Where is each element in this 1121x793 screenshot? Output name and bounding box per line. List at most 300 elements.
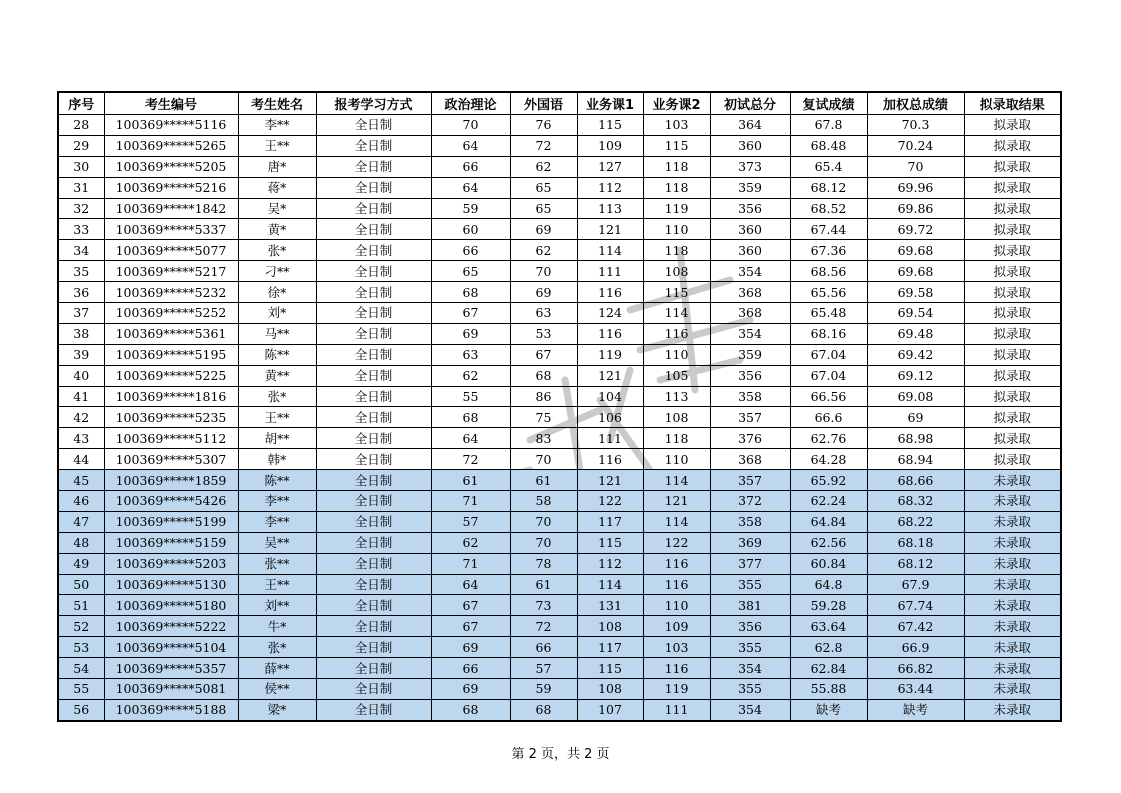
table-row <box>58 156 1061 177</box>
table-cell: 100369*****5104 <box>104 637 238 658</box>
table-cell: 57 <box>431 511 510 532</box>
table-cell: 68 <box>431 407 510 428</box>
table-cell: 全日制 <box>316 240 431 261</box>
table-cell: 100369*****5252 <box>104 303 238 324</box>
table-row <box>58 699 1061 720</box>
table-cell: 70.24 <box>867 135 964 156</box>
table-cell: 59 <box>510 679 577 700</box>
table-cell: 116 <box>577 323 643 344</box>
table-row <box>58 303 1061 324</box>
table-cell: 100369*****5205 <box>104 156 238 177</box>
table-cell: 117 <box>577 637 643 658</box>
table-cell: 70 <box>431 115 510 136</box>
table-cell: 全日制 <box>316 470 431 491</box>
table-cell: 70 <box>510 449 577 470</box>
table-cell: 355 <box>710 637 790 658</box>
table-cell: 陈** <box>238 344 316 365</box>
table-header-row <box>58 92 1061 115</box>
table-cell: 59.28 <box>790 595 867 616</box>
table-cell: 蒋* <box>238 177 316 198</box>
table-cell: 368 <box>710 282 790 303</box>
table-cell: 369 <box>710 532 790 553</box>
table-cell: 360 <box>710 219 790 240</box>
table-cell: 100369*****5307 <box>104 449 238 470</box>
table-cell: 刘* <box>238 303 316 324</box>
column-header: 报考学习方式 <box>316 92 431 115</box>
table-cell: 牛* <box>238 616 316 637</box>
table-cell: 未录取 <box>964 637 1061 658</box>
table-cell: 68.16 <box>790 323 867 344</box>
table-cell: 未录取 <box>964 511 1061 532</box>
table-cell: 黄** <box>238 365 316 386</box>
table-cell: 缺考 <box>867 699 964 720</box>
column-header: 考生姓名 <box>238 92 316 115</box>
column-header: 业务课1 <box>577 92 643 115</box>
table-cell: 43 <box>58 428 104 449</box>
table-cell: 28 <box>58 115 104 136</box>
table-cell: 78 <box>510 553 577 574</box>
table-cell: 44 <box>58 449 104 470</box>
table-row <box>58 679 1061 700</box>
table-cell: 100369*****1859 <box>104 470 238 491</box>
table-cell: 36 <box>58 282 104 303</box>
table-cell: 66 <box>431 240 510 261</box>
column-header: 拟录取结果 <box>964 92 1061 115</box>
table-cell: 54 <box>58 658 104 679</box>
table-row <box>58 177 1061 198</box>
table-cell: 107 <box>577 699 643 720</box>
table-cell: 116 <box>643 323 710 344</box>
table-cell: 116 <box>643 553 710 574</box>
table-row <box>58 511 1061 532</box>
column-header: 考生编号 <box>104 92 238 115</box>
table-cell: 100369*****5265 <box>104 135 238 156</box>
table-cell: 103 <box>643 637 710 658</box>
table-cell: 69.72 <box>867 219 964 240</box>
table-cell: 377 <box>710 553 790 574</box>
table-cell: 100369*****5159 <box>104 532 238 553</box>
table-cell: 65.4 <box>790 156 867 177</box>
table-cell: 65.48 <box>790 303 867 324</box>
table-cell: 吴** <box>238 532 316 553</box>
table-cell: 全日制 <box>316 365 431 386</box>
table-cell: 62.56 <box>790 532 867 553</box>
table-cell: 张* <box>238 386 316 407</box>
table-cell: 全日制 <box>316 156 431 177</box>
table-cell: 拟录取 <box>964 156 1061 177</box>
table-cell: 全日制 <box>316 679 431 700</box>
table-cell: 131 <box>577 595 643 616</box>
table-cell: 104 <box>577 386 643 407</box>
table-cell: 68.48 <box>790 135 867 156</box>
table-cell: 张* <box>238 637 316 658</box>
table-row <box>58 282 1061 303</box>
table-row <box>58 532 1061 553</box>
table-cell: 61 <box>510 470 577 491</box>
table-cell: 373 <box>710 156 790 177</box>
table-cell: 49 <box>58 553 104 574</box>
table-cell: 119 <box>643 198 710 219</box>
table-cell: 110 <box>643 219 710 240</box>
table-cell: 68 <box>510 365 577 386</box>
table-cell: 354 <box>710 699 790 720</box>
table-cell: 拟录取 <box>964 365 1061 386</box>
table-cell: 356 <box>710 616 790 637</box>
table-cell: 360 <box>710 135 790 156</box>
table-cell: 108 <box>577 679 643 700</box>
table-cell: 122 <box>643 532 710 553</box>
table-cell: 拟录取 <box>964 303 1061 324</box>
table-row <box>58 658 1061 679</box>
table-row <box>58 386 1061 407</box>
table-cell: 100369*****5337 <box>104 219 238 240</box>
table-cell: 118 <box>643 177 710 198</box>
table-cell: 王** <box>238 135 316 156</box>
table-cell: 全日制 <box>316 428 431 449</box>
table-cell: 75 <box>510 407 577 428</box>
table-row <box>58 491 1061 512</box>
table-cell: 109 <box>643 616 710 637</box>
table-cell: 115 <box>577 658 643 679</box>
table-cell: 65.56 <box>790 282 867 303</box>
column-header: 外国语 <box>510 92 577 115</box>
table-cell: 拟录取 <box>964 198 1061 219</box>
table-cell: 124 <box>577 303 643 324</box>
table-cell: 45 <box>58 470 104 491</box>
table-cell: 100369*****5112 <box>104 428 238 449</box>
table-cell: 62 <box>510 240 577 261</box>
table-row <box>58 323 1061 344</box>
table-row <box>58 428 1061 449</box>
table-row <box>58 407 1061 428</box>
table-cell: 100369*****1816 <box>104 386 238 407</box>
table-cell: 69 <box>510 282 577 303</box>
table-cell: 359 <box>710 344 790 365</box>
table-cell: 100369*****5203 <box>104 553 238 574</box>
table-cell: 100369*****5235 <box>104 407 238 428</box>
table-cell: 64.84 <box>790 511 867 532</box>
table-cell: 114 <box>577 574 643 595</box>
table-cell: 66.56 <box>790 386 867 407</box>
table-cell: 68.12 <box>867 553 964 574</box>
table-cell: 112 <box>577 177 643 198</box>
table-cell: 30 <box>58 156 104 177</box>
table-cell: 全日制 <box>316 553 431 574</box>
table-row <box>58 470 1061 491</box>
table-cell: 71 <box>431 491 510 512</box>
table-cell: 73 <box>510 595 577 616</box>
table-cell: 368 <box>710 449 790 470</box>
table-cell: 116 <box>577 282 643 303</box>
table-cell: 李** <box>238 491 316 512</box>
table-cell: 117 <box>577 511 643 532</box>
table-cell: 63 <box>510 303 577 324</box>
table-cell: 全日制 <box>316 658 431 679</box>
table-cell: 67.74 <box>867 595 964 616</box>
table-cell: 全日制 <box>316 177 431 198</box>
table-cell: 100369*****5361 <box>104 323 238 344</box>
table-cell: 薛** <box>238 658 316 679</box>
table-cell: 未录取 <box>964 616 1061 637</box>
table-cell: 吴* <box>238 198 316 219</box>
table-cell: 69.58 <box>867 282 964 303</box>
table-cell: 胡** <box>238 428 316 449</box>
admission-results-table <box>57 91 1062 722</box>
page-footer: 第 2 页，共 2 页 <box>511 747 610 762</box>
table-cell: 71 <box>431 553 510 574</box>
table-cell: 52 <box>58 616 104 637</box>
table-cell: 116 <box>643 574 710 595</box>
table-cell: 王** <box>238 407 316 428</box>
table-cell: 67.44 <box>790 219 867 240</box>
table-cell: 127 <box>577 156 643 177</box>
table-cell: 76 <box>510 115 577 136</box>
table-cell: 拟录取 <box>964 386 1061 407</box>
table-cell: 67 <box>431 616 510 637</box>
table-cell: 100369*****5180 <box>104 595 238 616</box>
table-cell: 68.32 <box>867 491 964 512</box>
table-cell: 68 <box>510 699 577 720</box>
table-cell: 121 <box>577 470 643 491</box>
table-cell: 侯** <box>238 679 316 700</box>
table-cell: 61 <box>431 470 510 491</box>
table-cell: 60.84 <box>790 553 867 574</box>
table-cell: 69 <box>431 679 510 700</box>
table-cell: 64 <box>431 135 510 156</box>
table-cell: 39 <box>58 344 104 365</box>
table-cell: 100369*****5357 <box>104 658 238 679</box>
table-cell: 67 <box>510 344 577 365</box>
table-cell: 356 <box>710 365 790 386</box>
table-cell: 69.54 <box>867 303 964 324</box>
table-cell: 梁* <box>238 699 316 720</box>
table-row <box>58 553 1061 574</box>
table-cell: 50 <box>58 574 104 595</box>
table-cell: 徐* <box>238 282 316 303</box>
table-cell: 拟录取 <box>964 407 1061 428</box>
table-cell: 122 <box>577 491 643 512</box>
table-cell: 31 <box>58 177 104 198</box>
table-cell: 65 <box>510 177 577 198</box>
table-cell: 357 <box>710 470 790 491</box>
column-header: 初试总分 <box>710 92 790 115</box>
table-cell: 62.8 <box>790 637 867 658</box>
table-cell: 368 <box>710 303 790 324</box>
table-cell: 119 <box>643 679 710 700</box>
table-cell: 全日制 <box>316 532 431 553</box>
table-cell: 118 <box>643 428 710 449</box>
table-cell: 47 <box>58 511 104 532</box>
table-cell: 全日制 <box>316 115 431 136</box>
table-cell: 拟录取 <box>964 240 1061 261</box>
table-cell: 67.8 <box>790 115 867 136</box>
table-cell: 67.04 <box>790 365 867 386</box>
table-cell: 72 <box>510 135 577 156</box>
table-cell: 57 <box>510 658 577 679</box>
table-row <box>58 344 1061 365</box>
table-cell: 41 <box>58 386 104 407</box>
table-cell: 69.48 <box>867 323 964 344</box>
table-row <box>58 449 1061 470</box>
table-cell: 65 <box>431 261 510 282</box>
table-cell: 355 <box>710 679 790 700</box>
table-cell: 69.08 <box>867 386 964 407</box>
table-cell: 拟录取 <box>964 135 1061 156</box>
table-cell: 67.9 <box>867 574 964 595</box>
table-cell: 111 <box>643 699 710 720</box>
table-cell: 100369*****5426 <box>104 491 238 512</box>
table-cell: 376 <box>710 428 790 449</box>
table-cell: 67.04 <box>790 344 867 365</box>
table-cell: 唐* <box>238 156 316 177</box>
table-cell: 358 <box>710 386 790 407</box>
table-cell: 115 <box>643 282 710 303</box>
table-cell: 37 <box>58 303 104 324</box>
table-row <box>58 198 1061 219</box>
table-cell: 拟录取 <box>964 115 1061 136</box>
table-cell: 53 <box>58 637 104 658</box>
table-cell: 100369*****5195 <box>104 344 238 365</box>
table-cell: 372 <box>710 491 790 512</box>
column-header: 加权总成绩 <box>867 92 964 115</box>
table-cell: 63 <box>431 344 510 365</box>
table-cell: 68.56 <box>790 261 867 282</box>
table-cell: 69 <box>431 323 510 344</box>
table-cell: 全日制 <box>316 303 431 324</box>
table-cell: 113 <box>577 198 643 219</box>
table-cell: 62 <box>431 532 510 553</box>
table-cell: 58 <box>510 491 577 512</box>
table-cell: 全日制 <box>316 511 431 532</box>
table-cell: 106 <box>577 407 643 428</box>
table-cell: 55 <box>58 679 104 700</box>
table-cell: 全日制 <box>316 282 431 303</box>
table-cell: 全日制 <box>316 198 431 219</box>
table-cell: 全日制 <box>316 261 431 282</box>
table-cell: 105 <box>643 365 710 386</box>
table-cell: 66.9 <box>867 637 964 658</box>
table-cell: 100369*****5225 <box>104 365 238 386</box>
table-cell: 全日制 <box>316 407 431 428</box>
table-cell: 100369*****5232 <box>104 282 238 303</box>
table-cell: 33 <box>58 219 104 240</box>
table-cell: 83 <box>510 428 577 449</box>
table-cell: 67 <box>431 303 510 324</box>
table-row <box>58 240 1061 261</box>
table-cell: 未录取 <box>964 470 1061 491</box>
table-cell: 38 <box>58 323 104 344</box>
table-cell: 拟录取 <box>964 344 1061 365</box>
table-cell: 68.18 <box>867 532 964 553</box>
table-cell: 69 <box>510 219 577 240</box>
table-row <box>58 574 1061 595</box>
table-cell: 69.68 <box>867 261 964 282</box>
table-cell: 未录取 <box>964 595 1061 616</box>
table-cell: 66.82 <box>867 658 964 679</box>
table-cell: 63.44 <box>867 679 964 700</box>
table-cell: 66 <box>510 637 577 658</box>
table-cell: 110 <box>643 344 710 365</box>
table-cell: 63.64 <box>790 616 867 637</box>
table-cell: 354 <box>710 261 790 282</box>
table-row <box>58 219 1061 240</box>
table-cell: 354 <box>710 658 790 679</box>
table-cell: 72 <box>431 449 510 470</box>
table-cell: 李** <box>238 115 316 136</box>
table-cell: 55.88 <box>790 679 867 700</box>
table-cell: 69 <box>867 407 964 428</box>
table-cell: 69.86 <box>867 198 964 219</box>
table-row <box>58 637 1061 658</box>
table-cell: 100369*****5216 <box>104 177 238 198</box>
table-cell: 未录取 <box>964 553 1061 574</box>
table-cell: 全日制 <box>316 344 431 365</box>
table-cell: 68.22 <box>867 511 964 532</box>
table-cell: 64.8 <box>790 574 867 595</box>
table-cell: 108 <box>643 407 710 428</box>
table-cell: 109 <box>577 135 643 156</box>
table-cell: 拟录取 <box>964 177 1061 198</box>
table-cell: 357 <box>710 407 790 428</box>
table-cell: 70 <box>510 261 577 282</box>
table-cell: 69.68 <box>867 240 964 261</box>
table-cell: 32 <box>58 198 104 219</box>
table-cell: 360 <box>710 240 790 261</box>
table-row <box>58 595 1061 616</box>
table-cell: 359 <box>710 177 790 198</box>
table-cell: 103 <box>643 115 710 136</box>
table-cell: 70 <box>867 156 964 177</box>
table-cell: 62.24 <box>790 491 867 512</box>
table-cell: 拟录取 <box>964 323 1061 344</box>
table-cell: 354 <box>710 323 790 344</box>
table-cell: 86 <box>510 386 577 407</box>
table-cell: 114 <box>643 511 710 532</box>
table-cell: 未录取 <box>964 532 1061 553</box>
table-row <box>58 115 1061 136</box>
table-cell: 全日制 <box>316 386 431 407</box>
table-cell: 115 <box>577 532 643 553</box>
table-cell: 马** <box>238 323 316 344</box>
table-cell: 100369*****5130 <box>104 574 238 595</box>
table-cell: 100369*****5199 <box>104 511 238 532</box>
table-cell: 69.96 <box>867 177 964 198</box>
table-cell: 65 <box>510 198 577 219</box>
table-cell: 全日制 <box>316 637 431 658</box>
table-row <box>58 261 1061 282</box>
column-header: 政治理论 <box>431 92 510 115</box>
table-cell: 未录取 <box>964 658 1061 679</box>
table-cell: 53 <box>510 323 577 344</box>
table-cell: 358 <box>710 511 790 532</box>
table-cell: 70.3 <box>867 115 964 136</box>
table-cell: 40 <box>58 365 104 386</box>
table-cell: 68.12 <box>790 177 867 198</box>
table-cell: 67.36 <box>790 240 867 261</box>
table-cell: 62.76 <box>790 428 867 449</box>
table-cell: 364 <box>710 115 790 136</box>
table-cell: 69 <box>431 637 510 658</box>
table-cell: 121 <box>643 491 710 512</box>
table-cell: 67 <box>431 595 510 616</box>
table-cell: 69.42 <box>867 344 964 365</box>
table-cell: 67.42 <box>867 616 964 637</box>
table-cell: 拟录取 <box>964 428 1061 449</box>
table-cell: 55 <box>431 386 510 407</box>
column-header: 业务课2 <box>643 92 710 115</box>
table-cell: 68 <box>431 699 510 720</box>
table-cell: 64 <box>431 574 510 595</box>
